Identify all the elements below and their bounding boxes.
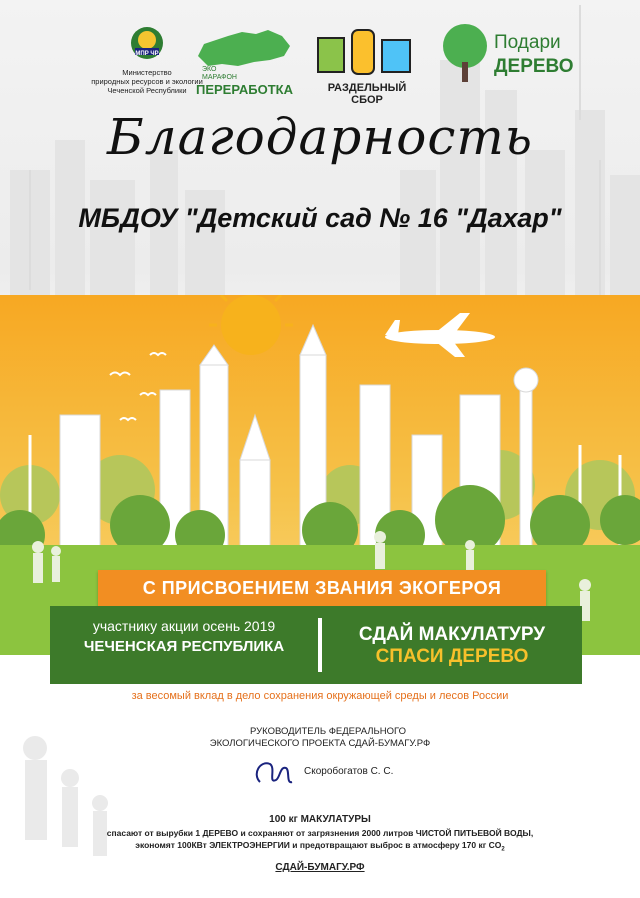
footer-line2-text: экономят 100КВт ЭЛЕКТРОЭНЕРГИИ и предотвращают выброс в атмосферу 170 кг CO — [135, 840, 502, 850]
marathon-title: ПЕРЕРАБОТКА — [196, 82, 293, 97]
footer-site-link[interactable]: СДАЙ-БУМАГУ.РФ — [275, 862, 365, 873]
signature-role-1: РУКОВОДИТЕЛЬ ФЕДЕРАЛЬНОГО — [250, 726, 406, 737]
footer-headline: 100 кг МАКУЛАТУРЫ — [269, 814, 371, 825]
gift-tree-logo — [440, 22, 580, 102]
sun — [221, 295, 281, 355]
campaign-right — [322, 606, 582, 684]
eco-marathon-logo — [190, 20, 296, 100]
signature-role-2: ЭКОЛОГИЧЕСКОГО ПРОЕКТА СДАЙ-БУМАГУ.РФ — [209, 738, 431, 749]
footer-line1: спасают от вырубки 1 ДЕРЕВО и сохраняют от загрязнения 2000 литров ЧИСТОЙ ПИТЬЕВОЙ ВОДЫ, — [106, 828, 534, 838]
ministry-name-line3: Чеченской Республики — [107, 86, 187, 95]
gift-tree-line1: Подари — [494, 32, 561, 53]
ministry-badge: МПР ЧР — [135, 51, 159, 57]
ministry-name-line2: природных ресурсов и экологии — [91, 77, 203, 86]
recycling-bins-icon — [316, 24, 416, 76]
signature-name: Скоробогатов С. С. — [304, 766, 394, 777]
ministry-logo — [92, 20, 202, 100]
marathon-small-1: ЭКО — [202, 66, 217, 73]
slogan-line2: СПАСИ ДЕРЕВО — [375, 646, 529, 667]
recipient-name: МБДОУ "Детский сад № 16 "Дахар" — [78, 203, 562, 233]
ministry-name-line1: Министерство — [122, 68, 172, 77]
separate-collection-logo — [312, 20, 422, 106]
region-text: ЧЕЧЕНСКАЯ РЕСПУБЛИКА — [83, 638, 285, 655]
gift-tree-line2: ДЕРЕВО — [494, 56, 574, 77]
campaign-left — [50, 606, 318, 684]
footer-line2 — [0, 840, 640, 853]
handwritten-signature — [250, 754, 300, 794]
certificate-title: Благодарность — [107, 108, 533, 166]
participant-text: участнику акции осень 2019 — [92, 618, 276, 634]
co2-subscript: 2 — [501, 846, 505, 853]
ecohero-banner: С ПРИСВОЕНИЕМ ЗВАНИЯ ЭКОГЕРОЯ — [98, 570, 546, 606]
marathon-small-2: МАРАФОН — [202, 74, 237, 81]
campaign-banner — [50, 606, 582, 684]
contribution-text: за весомый вклад в дело сохранения окружающей среды и лесов России — [131, 690, 509, 702]
tree-icon — [440, 22, 490, 84]
separate-collection-label: РАЗДЕЛЬНЫЙ СБОР — [327, 82, 407, 106]
slogan-line1: СДАЙ МАКУЛАТУРУ — [358, 624, 546, 645]
